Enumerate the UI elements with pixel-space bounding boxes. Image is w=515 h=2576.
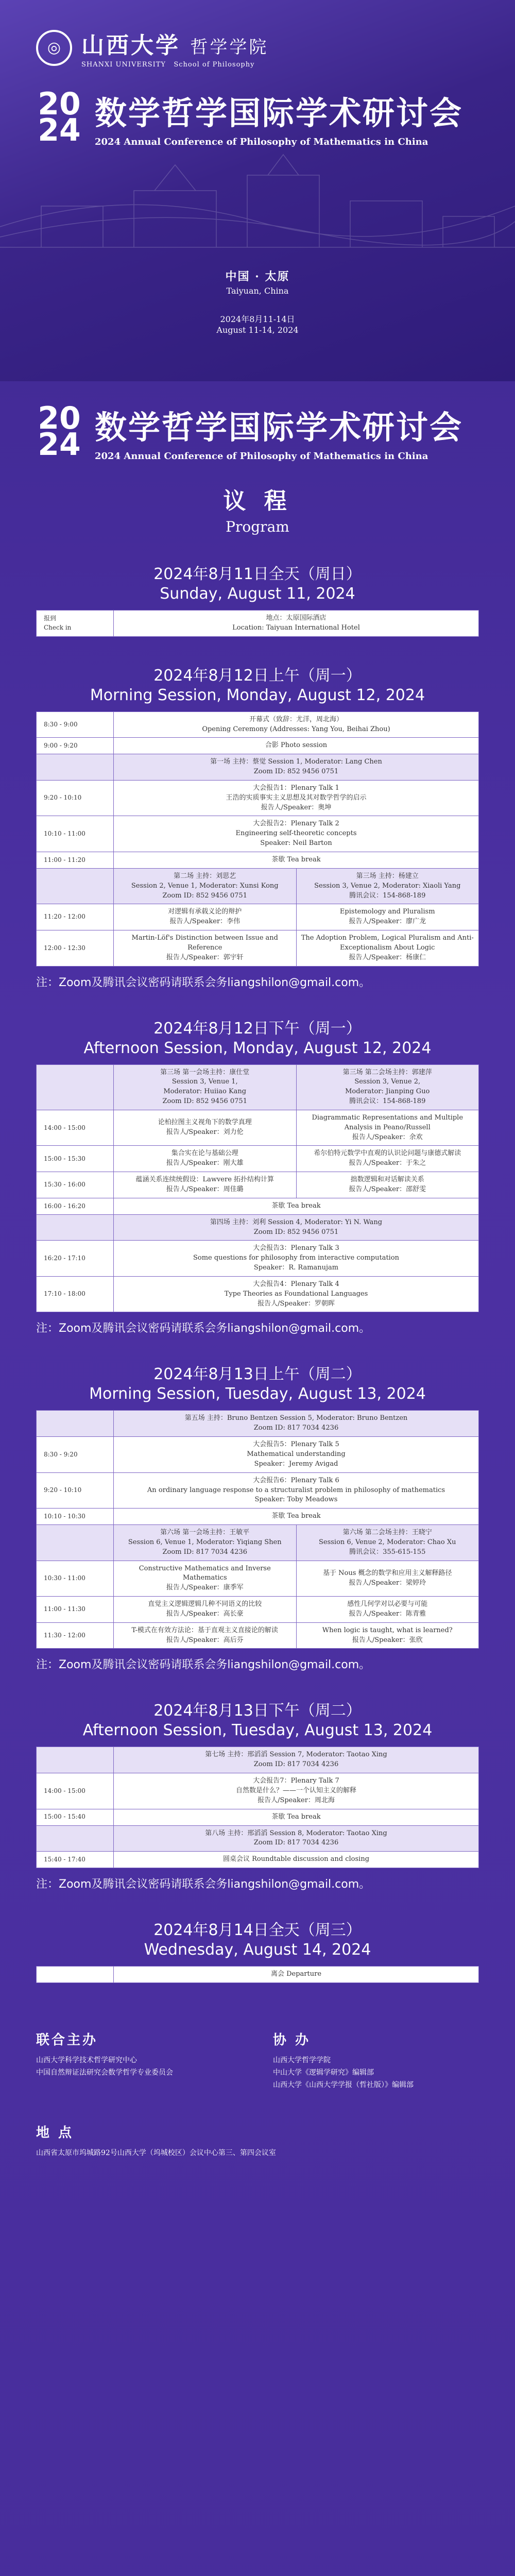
time-cell: 15:30 - 16:00 [37, 1172, 114, 1198]
day-heading-en: Wednesday, August 14, 2024 [144, 1941, 371, 1959]
venue1-cell: 论柏拉图主义视角下的数学真理 报告人/Speaker：刘力伦 [114, 1110, 297, 1146]
schedule-row [37, 852, 479, 868]
day-heading-zh: 2024年8月12日下午（周一） [153, 1019, 362, 1038]
venue2-cell: Diagrammatic Representations and Multiple Analysis in Peano/Russell 报告人/Speaker：余欢 [296, 1110, 479, 1146]
co-organizer-line: 山西大学《山西大学学报（哲社版）》编辑部 [273, 2080, 414, 2089]
session-cell: 茶歇 Tea break [114, 1198, 479, 1214]
venue1-cell: T-模式在有效方法论：基于直观主义直接论的解读 报告人/Speaker：高后芬 [114, 1622, 297, 1649]
schedule-row [37, 1214, 479, 1241]
header-banner [0, 0, 515, 381]
schedule-row [37, 1525, 479, 1561]
time-cell: 15:00 - 15:40 [37, 1809, 114, 1825]
schedule-day [0, 1917, 515, 1983]
venue1-cell: 集合实在论与基础公理 报告人/Speaker：刚大雄 [114, 1146, 297, 1172]
time-cell [37, 1825, 114, 1852]
session-cell: 第四场 主持：刘利 Session 4, Moderator: Yi N. Wang Zoom ID: 852 9456 0751 [114, 1214, 479, 1241]
session-cell: 合影 Photo session [114, 738, 479, 754]
venue2-cell: When logic is taught, what is learned? 报告人/Speaker：张欣 [296, 1622, 479, 1649]
schedule-row [37, 1064, 479, 1110]
session-cell: 大会报告1：Plenary Talk 1 王浩的实质事实主义思想及其对数学哲学的启示 报告人/Speaker：奥坤 [114, 780, 479, 816]
university-name-en: SHANXI UNIVERSITY School of Philosophy [81, 61, 255, 69]
schedule-day [0, 663, 515, 990]
hosts-line: 中国自然辩证法研究会数学哲学专业委员会 [36, 2068, 173, 2077]
schedule-table [36, 1747, 479, 1868]
schedule-day [0, 1361, 515, 1672]
venue-address-text: 山西省太原市坞城路92号山西大学（坞城校区）会议中心第三、第四会议室 [36, 2148, 276, 2157]
schedule-row [37, 1411, 479, 1437]
session-cell: 圆桌会议 Roundtable discussion and closing [114, 1852, 479, 1868]
day-heading-en: Morning Session, Monday, August 12, 2024 [90, 686, 425, 704]
conference-title-en: 2024 Annual Conference of Philosophy of Mathematics in China [95, 137, 428, 147]
conference-title-en-2: 2024 Annual Conference of Philosophy of Mathematics in China [95, 451, 428, 462]
co-organizers-block [273, 2029, 414, 2091]
contact-note: 注：Zoom及腾讯会议密码请联系会务liangshilon@gmail.com。 [36, 1878, 371, 1891]
session-cell: 茶歇 Tea break [114, 1509, 479, 1525]
schedule-row [37, 1561, 479, 1597]
schedule-row [37, 1146, 479, 1172]
session-cell: 茶歇 Tea break [114, 852, 479, 868]
date-block [0, 314, 515, 336]
day-heading-zh: 2024年8月12日上午（周一） [153, 666, 362, 685]
program-section [0, 381, 515, 1983]
schedule-table [36, 1410, 479, 1649]
day-heading-zh: 2024年8月14日全天（周三） [153, 1921, 362, 1940]
schedule-day [0, 561, 515, 637]
schedule-row [37, 1597, 479, 1623]
schedule-table [36, 1064, 479, 1313]
time-cell [37, 1525, 114, 1561]
time-cell: 11:00 - 11:30 [37, 1597, 114, 1623]
schedule-row [37, 1509, 479, 1525]
session-cell: 大会报告6：Plenary Talk 6 An ordinary language response to a structuralist problem in philosophy of mathematics Speaker: Toby Meadows [114, 1472, 479, 1509]
schedule-row [37, 1110, 479, 1146]
schedule-row [37, 1852, 479, 1868]
time-cell: 11:20 - 12:00 [37, 904, 114, 930]
schedule-row [37, 930, 479, 967]
university-seal-icon: ◎ [36, 30, 72, 66]
day-heading-en: Afternoon Session, Monday, August 12, 2024 [83, 1039, 432, 1057]
schedule-row [37, 868, 479, 904]
university-logo-block [36, 27, 268, 69]
day-heading-en: Sunday, August 11, 2024 [160, 585, 355, 603]
co-organizers-title: 协 办 [273, 2032, 311, 2048]
year-logo: 20 24 [38, 86, 81, 148]
session-cell: 地点：太原国际酒店 Location: Taiyuan International Hotel [114, 611, 479, 637]
time-cell: 9:20 - 10:10 [37, 1472, 114, 1509]
time-cell: 15:40 - 17:40 [37, 1852, 114, 1868]
schedule-row [37, 1241, 479, 1277]
schedule-table [36, 610, 479, 637]
session-cell: 第一场 主持：蔡觉 Session 1, Moderator: Lang Chen Zoom ID: 852 9456 0751 [114, 754, 479, 781]
venue1-cell: 第二场 主持：刘思艺 Session 2, Venue 1, Moderator: Xunsi Kong Zoom ID: 852 9456 0751 [114, 868, 297, 904]
schedule-row [37, 1967, 479, 1983]
venue2-cell: 感性几何学对以必要与可能 报告人/Speaker：陈青雅 [296, 1597, 479, 1623]
day-heading-zh: 2024年8月13日下午（周二） [153, 1702, 362, 1720]
session-cell: 大会报告4：Plenary Talk 4 Type Theories as Foundational Languages 报告人/Speaker：罗朝晖 [114, 1276, 479, 1312]
schedule-row [37, 780, 479, 816]
time-cell: 14:00 - 15:00 [37, 1773, 114, 1809]
time-cell [37, 1967, 114, 1983]
schedule-row [37, 754, 479, 781]
schedule-row [37, 1773, 479, 1809]
venue1-cell: Martin-Löf's Distinction between Issue and Reference 报告人/Speaker：郭宇轩 [114, 930, 297, 967]
session-cell: 大会报告3：Plenary Talk 3 Some questions for philosophy from interactive computation Speaker：R. Ramanujam [114, 1241, 479, 1277]
date-zh: 2024年8月11-14日 [220, 314, 295, 324]
time-cell: 11:00 - 11:20 [37, 852, 114, 868]
schedule-row [37, 1437, 479, 1473]
program-heading-zh: 议 程 [223, 488, 292, 514]
time-cell [37, 1214, 114, 1241]
time-cell [37, 1064, 114, 1110]
venue1-cell: 蕴涵关系连续统假设：Lawvere 拓扑结构计算 报告人/Speaker：周佳璐 [114, 1172, 297, 1198]
venue2-cell: 拙数逻辑和对话解读关系 报告人/Speaker：邵舒雯 [296, 1172, 479, 1198]
conference-title-block-2 [36, 402, 479, 462]
footer [0, 2014, 515, 2168]
university-name-zh: 山西大学 哲学学院 [81, 32, 269, 59]
co-organizer-line: 山西大学哲学学院 [273, 2056, 331, 2064]
time-cell: 16:20 - 17:10 [37, 1241, 114, 1277]
time-cell: 10:30 - 11:00 [37, 1561, 114, 1597]
schedule-row [37, 1809, 479, 1825]
schedule-row [37, 1622, 479, 1649]
hosts-line: 山西大学科学技术哲学研究中心 [36, 2056, 137, 2064]
venue1-cell: 第六场 第一会场主持：王敏平 Session 6, Venue 1, Moderator: Yiqiang Shen Zoom ID: 817 7034 4236 [114, 1525, 297, 1561]
day-heading [0, 1015, 515, 1057]
session-cell: 大会报告7：Plenary Talk 7 自然数是什么？——一个认知主义的解释 报告人/Speaker：周北海 [114, 1773, 479, 1809]
venue1-cell: Constructive Mathematics and Inverse Mathematics 报告人/Speaker：康季军 [114, 1561, 297, 1597]
location-zh: 中国 · 太原 [225, 270, 290, 283]
session-cell: 第五场 主持：Bruno Bentzen Session 5, Moderator: Bruno Bentzen Zoom ID: 817 7034 4236 [114, 1411, 479, 1437]
schedule-day [0, 1698, 515, 1891]
schedule-row [37, 904, 479, 930]
time-cell: 8:30 - 9:00 [37, 711, 114, 738]
contact-note: 注：Zoom及腾讯会议密码请联系会务liangshilon@gmail.com。 [36, 1658, 371, 1672]
day-heading-en: Morning Session, Tuesday, August 13, 2024 [89, 1385, 426, 1403]
venue2-cell: 第六场 第二会场主持：王晓宁 Session 6, Venue 2, Moderator: Chao Xu 腾讯会议：355-615-155 [296, 1525, 479, 1561]
time-cell: 17:10 - 18:00 [37, 1276, 114, 1312]
time-cell: 14:00 - 15:00 [37, 1110, 114, 1146]
schedule-table [36, 1966, 479, 1983]
venue1-cell: 直觉主义逻辑逻辑几种不同语义的比较 报告人/Speaker：高长豪 [114, 1597, 297, 1623]
time-cell: 8:30 - 9:20 [37, 1437, 114, 1473]
venue-address-title: 地 点 [36, 2125, 74, 2141]
time-cell [37, 868, 114, 904]
day-heading-zh: 2024年8月13日上午（周二） [153, 1365, 362, 1384]
session-cell: 大会报告5：Plenary Talk 5 Mathematical understanding Speaker：Jeremy Avigad [114, 1437, 479, 1473]
venue1-cell: 第三场 第一会场主持：康仕堂 Session 3, Venue 1, Moderator: Huiiao Kang Zoom ID: 852 9456 0751 [114, 1064, 297, 1110]
time-cell: 11:30 - 12:00 [37, 1622, 114, 1649]
session-cell: 茶歇 Tea break [114, 1809, 479, 1825]
schedule-table [36, 711, 479, 967]
schedule-row [37, 1198, 479, 1214]
co-organizer-line: 中山大学《逻辑学研究》编辑部 [273, 2068, 374, 2077]
contact-note: 注：Zoom及腾讯会议密码请联系会务liangshilon@gmail.com。 [36, 1322, 371, 1335]
session-cell: 第七场 主持：邢滔滔 Session 7, Moderator: Taotao Xing Zoom ID: 817 7034 4236 [114, 1747, 479, 1773]
date-en: August 11-14, 2024 [216, 325, 299, 335]
schedule-row [37, 1747, 479, 1773]
conference-title-block [36, 88, 479, 147]
schedule-day [0, 1015, 515, 1336]
time-cell [37, 754, 114, 781]
year-logo-2: 20 24 [38, 400, 81, 463]
conference-title-zh-2: 数学哲学国际学术研讨会 [95, 409, 464, 446]
venue2-cell: 基于 Nous 概念的数学和应用主义解释路径 报告人/Speaker：梁婷玲 [296, 1561, 479, 1597]
schedule-row [37, 611, 479, 637]
session-cell: 大会报告2：Plenary Talk 2 Engineering self-theoretic concepts Speaker: Neil Barton [114, 816, 479, 852]
session-cell: 开幕式（致辞：尤洋，周北海） Opening Ceremony (Addresses: Yang You, Beihai Zhou) [114, 711, 479, 738]
program-heading [0, 482, 515, 535]
time-cell [37, 1747, 114, 1773]
day-heading [0, 1698, 515, 1739]
hosts-block [36, 2029, 173, 2079]
venue2-cell: 第三场 第二会场主持：郭建萍 Session 3, Venue 2, Moderator: Jianping Guo 腾讯会议：154-868-189 [296, 1064, 479, 1110]
time-cell: 10:10 - 10:30 [37, 1509, 114, 1525]
venue2-cell: The Adoption Problem, Logical Pluralism and Anti-Exceptionalism About Logic 报告人/Speaker：杨康仁 [296, 930, 479, 967]
day-heading [0, 1361, 515, 1403]
day-heading [0, 1917, 515, 1959]
time-cell: 12:00 - 12:30 [37, 930, 114, 967]
time-cell: 9:00 - 9:20 [37, 738, 114, 754]
time-cell: 15:00 - 15:30 [37, 1146, 114, 1172]
venue2-cell: Epistemology and Pluralism 报告人/Speaker：廖广龙 [296, 904, 479, 930]
time-cell [37, 1411, 114, 1437]
schedule-days [0, 561, 515, 1983]
schedule-row [37, 816, 479, 852]
venue2-cell: 希尔伯特元数学中直观的认识论问题与康德式解读 报告人/Speaker：于朱之 [296, 1146, 479, 1172]
day-heading [0, 561, 515, 603]
schedule-row [37, 1276, 479, 1312]
schedule-row [37, 1825, 479, 1852]
time-cell: 10:10 - 11:00 [37, 816, 114, 852]
session-cell: 第八场 主持：邢滔滔 Session 8, Moderator: Taotao Xing Zoom ID: 817 7034 4236 [114, 1825, 479, 1852]
day-heading-en: Afternoon Session, Tuesday, August 13, 2024 [82, 1721, 433, 1740]
venue1-cell: 对逻辑有承载义论的辩护 报告人/Speaker：李伟 [114, 904, 297, 930]
session-cell: 离会 Departure [114, 1967, 479, 1983]
schedule-row [37, 1172, 479, 1198]
time-cell: 16:00 - 16:20 [37, 1198, 114, 1214]
program-heading-en: Program [226, 518, 289, 535]
campus-skyline-graphic [0, 144, 515, 268]
schedule-row [37, 711, 479, 738]
contact-note: 注：Zoom及腾讯会议密码请联系会务liangshilon@gmail.com。 [36, 976, 371, 989]
venue2-cell: 第三场 主持：杨建立 Session 3, Venue 2, Moderator: Xiaoli Yang 腾讯会议：154-868-189 [296, 868, 479, 904]
conference-title-zh: 数学哲学国际学术研讨会 [95, 94, 464, 132]
time-cell: 9:20 - 10:10 [37, 780, 114, 816]
hosts-title: 联合主办 [36, 2032, 98, 2048]
schedule-row [37, 738, 479, 754]
day-heading-zh: 2024年8月11日全天（周日） [153, 565, 362, 583]
location-en: Taiyuan, China [226, 286, 289, 296]
venue-address-block [36, 2122, 276, 2160]
time-cell: 报到 Check in [37, 611, 114, 637]
schedule-row [37, 1472, 479, 1509]
day-heading [0, 663, 515, 704]
location-block [0, 268, 515, 296]
